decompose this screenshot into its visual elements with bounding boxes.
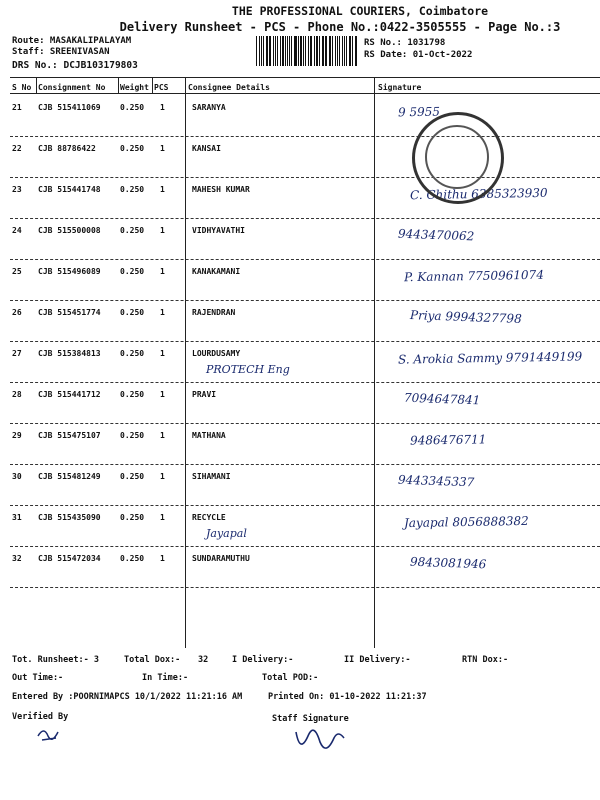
row-sno: 29 bbox=[12, 431, 22, 440]
row-consignment-no: CJB 515384813 bbox=[38, 349, 101, 358]
barcode-bar bbox=[339, 36, 340, 66]
row-sno: 21 bbox=[12, 103, 22, 112]
row-signature: 7094647841 bbox=[403, 390, 481, 408]
row-sno: 30 bbox=[12, 472, 22, 481]
row-consignment-no: CJB 515500008 bbox=[38, 226, 101, 235]
table-row bbox=[10, 218, 600, 260]
row-pcs: 1 bbox=[160, 513, 165, 522]
row-sno: 28 bbox=[12, 390, 22, 399]
row-weight: 0.250 bbox=[120, 103, 145, 112]
table-row bbox=[10, 177, 600, 219]
total-dox-label: Total Dox:- bbox=[124, 655, 181, 665]
barcode-bar bbox=[285, 36, 286, 66]
row-signature: C. Chithu 6385323930 bbox=[409, 185, 548, 203]
barcode-bar bbox=[330, 36, 331, 66]
col-consignee: Consignee Details bbox=[188, 83, 270, 92]
col-consignment: Consignment No bbox=[38, 83, 106, 92]
row-pcs: 1 bbox=[160, 308, 165, 317]
printed-on: Printed On: 01-10-2022 11:21:37 bbox=[268, 692, 427, 702]
row-consignee-name: MATHANA bbox=[192, 431, 226, 440]
staff-signature-mark bbox=[290, 722, 350, 756]
barcode-bar bbox=[303, 36, 304, 66]
barcode-bar bbox=[269, 36, 270, 66]
barcode-bar bbox=[266, 36, 268, 66]
total-pod: Total POD:- bbox=[262, 673, 319, 683]
row-signature: 9486476711 bbox=[409, 432, 487, 448]
tot-runsheet: Tot. Runsheet:- 3 bbox=[12, 655, 99, 665]
row-consignee-name: RECYCLE bbox=[192, 513, 226, 522]
barcode-bar bbox=[349, 36, 350, 66]
row-handwritten-note: Jayapal bbox=[206, 527, 247, 540]
staff-signature-label: Staff Signature bbox=[272, 714, 349, 724]
table-row bbox=[10, 423, 600, 465]
row-signature: 9 5955 bbox=[397, 104, 441, 120]
barcode-bar bbox=[332, 36, 333, 66]
barcode bbox=[256, 36, 358, 66]
row-pcs: 1 bbox=[160, 103, 165, 112]
barcode-bar bbox=[277, 36, 278, 66]
row-signature: 9443470062 bbox=[397, 226, 475, 244]
table-row bbox=[10, 382, 600, 424]
barcode-bar bbox=[329, 36, 330, 66]
staff-label: Staff: SREENIVASAN bbox=[12, 47, 110, 57]
barcode-bar bbox=[311, 36, 312, 66]
row-pcs: 1 bbox=[160, 431, 165, 440]
col-pcs: PCS bbox=[154, 83, 169, 92]
route-label: Route: MASAKALIPALAYAM bbox=[12, 36, 132, 46]
col-divider bbox=[152, 78, 153, 94]
runsheet-title: Delivery Runsheet - PCS - Phone No.:0422-3505555 - Page No.:3 bbox=[119, 20, 561, 34]
table-header bbox=[10, 80, 600, 94]
out-time: Out Time:- bbox=[12, 673, 64, 683]
row-pcs: 1 bbox=[160, 349, 165, 358]
row-pcs: 1 bbox=[160, 267, 165, 276]
row-consignee-name: SARANYA bbox=[192, 103, 226, 112]
row-consignment-no: CJB 515441712 bbox=[38, 390, 101, 399]
header-rule-top bbox=[10, 77, 600, 78]
header-rule-bottom bbox=[10, 93, 600, 94]
row-consignee-name: SUNDARAMUTHU bbox=[192, 554, 250, 563]
col-sno: S No bbox=[12, 83, 32, 92]
row-sno: 24 bbox=[12, 226, 22, 235]
barcode-bar bbox=[346, 36, 347, 66]
barcode-bar bbox=[350, 36, 351, 66]
barcode-bar bbox=[282, 36, 284, 66]
barcode-bar bbox=[314, 36, 315, 66]
row-consignment-no: CJB 88786422 bbox=[38, 144, 96, 153]
total-dox-value: 32 bbox=[198, 655, 209, 665]
row-sno: 31 bbox=[12, 513, 22, 522]
barcode-bar bbox=[289, 36, 290, 66]
row-sno: 32 bbox=[12, 554, 22, 563]
row-sno: 26 bbox=[12, 308, 22, 317]
row-consignee-name: RAJENDRAN bbox=[192, 308, 236, 317]
rtn-dox: RTN Dox:- bbox=[462, 655, 509, 665]
table-row bbox=[10, 341, 600, 383]
row-weight: 0.250 bbox=[120, 349, 145, 358]
row-sno: 22 bbox=[12, 144, 22, 153]
row-signature: S. Arokia Sammy 9791449199 bbox=[397, 349, 583, 367]
barcode-bar bbox=[337, 36, 338, 66]
row-weight: 0.250 bbox=[120, 554, 145, 563]
barcode-bar bbox=[355, 36, 357, 66]
row-weight: 0.250 bbox=[120, 390, 145, 399]
row-pcs: 1 bbox=[160, 185, 165, 194]
barcode-bar bbox=[261, 36, 262, 66]
i-delivery: I Delivery:- bbox=[232, 655, 294, 665]
row-sno: 23 bbox=[12, 185, 22, 194]
barcode-bar bbox=[280, 36, 281, 66]
row-consignee-name: SIHAMANI bbox=[192, 472, 231, 481]
table-row bbox=[10, 546, 600, 588]
table-row bbox=[10, 300, 600, 342]
row-consignee-name: PRAVI bbox=[192, 390, 217, 399]
row-weight: 0.250 bbox=[120, 513, 145, 522]
row-consignment-no: CJB 515496089 bbox=[38, 267, 101, 276]
row-pcs: 1 bbox=[160, 472, 165, 481]
table-row bbox=[10, 136, 600, 178]
barcode-bar bbox=[259, 36, 260, 66]
table-row bbox=[10, 505, 600, 547]
row-consignee-name: LOURDUSAMY bbox=[192, 349, 241, 358]
row-consignee-name: KANAKAMANI bbox=[192, 267, 241, 276]
barcode-bar bbox=[298, 36, 299, 66]
barcode-bar bbox=[335, 36, 337, 66]
row-signature: Jayapal 8056888382 bbox=[403, 513, 529, 531]
row-signature: 9443345337 bbox=[397, 472, 475, 490]
barcode-bar bbox=[308, 36, 309, 66]
row-consignment-no: CJB 515411069 bbox=[38, 103, 101, 112]
barcode-bar bbox=[319, 36, 320, 66]
col-divider bbox=[118, 78, 119, 94]
barcode-bar bbox=[275, 36, 276, 66]
row-sno: 25 bbox=[12, 267, 22, 276]
row-consignment-no: CJB 515441748 bbox=[38, 185, 101, 194]
table-row bbox=[10, 464, 600, 506]
in-time: In Time:- bbox=[142, 673, 189, 683]
barcode-bar bbox=[352, 36, 353, 66]
row-signature: 9843081946 bbox=[409, 554, 487, 572]
row-signature: Priya 9994327798 bbox=[409, 308, 522, 326]
row-consignee-name: MAHESH KUMAR bbox=[192, 185, 250, 194]
rs-date: RS Date: 01-Oct-2022 bbox=[364, 50, 473, 60]
drs-number: DRS No.: DCJB103179803 bbox=[12, 60, 138, 71]
verifier-signature-mark bbox=[34, 722, 64, 744]
table-row bbox=[10, 259, 600, 301]
row-pcs: 1 bbox=[160, 144, 165, 153]
row-consignment-no: CJB 515475107 bbox=[38, 431, 101, 440]
row-weight: 0.250 bbox=[120, 226, 145, 235]
barcode-bar bbox=[270, 36, 271, 66]
ii-delivery: II Delivery:- bbox=[344, 655, 411, 665]
barcode-bar bbox=[325, 36, 326, 66]
row-weight: 0.250 bbox=[120, 472, 145, 481]
row-weight: 0.250 bbox=[120, 308, 145, 317]
barcode-bar bbox=[287, 36, 288, 66]
barcode-bar bbox=[342, 36, 343, 66]
row-weight: 0.250 bbox=[120, 144, 145, 153]
barcode-bar bbox=[256, 36, 257, 66]
barcode-bar bbox=[316, 36, 318, 66]
row-consignee-name: KANSAI bbox=[192, 144, 221, 153]
row-handwritten-note: PROTECH Eng bbox=[206, 363, 290, 376]
barcode-bar bbox=[294, 36, 295, 66]
barcode-bar bbox=[322, 36, 323, 66]
barcode-bar bbox=[295, 36, 296, 66]
row-pcs: 1 bbox=[160, 554, 165, 563]
row-consignment-no: CJB 515435090 bbox=[38, 513, 101, 522]
barcode-bar bbox=[300, 36, 302, 66]
row-consignment-no: CJB 515481249 bbox=[38, 472, 101, 481]
barcode-bar bbox=[310, 36, 311, 66]
row-consignment-no: CJB 515472034 bbox=[38, 554, 101, 563]
barcode-bar bbox=[263, 36, 264, 66]
row-consignee-name: VIDHYAVATHI bbox=[192, 226, 245, 235]
company-title: THE PROFESSIONAL COURIERS, Coimbatore bbox=[231, 4, 489, 18]
barcode-bar bbox=[273, 36, 274, 66]
row-consignment-no: CJB 515451774 bbox=[38, 308, 101, 317]
barcode-bar bbox=[291, 36, 292, 66]
verified-by: Verified By bbox=[12, 712, 69, 722]
entered-by: Entered By :POORNIMAPCS 10/1/2022 11:21:16 AM bbox=[12, 692, 243, 702]
row-signature: P. Kannan 7750961074 bbox=[403, 267, 545, 285]
row-weight: 0.250 bbox=[120, 267, 145, 276]
row-sno: 27 bbox=[12, 349, 22, 358]
barcode-bar bbox=[323, 36, 324, 66]
company-stamp bbox=[412, 112, 504, 204]
row-pcs: 1 bbox=[160, 390, 165, 399]
col-divider bbox=[36, 78, 37, 94]
barcode-bar bbox=[305, 36, 306, 66]
col-weight: Weight bbox=[120, 83, 149, 92]
barcode-bar bbox=[344, 36, 345, 66]
table-row bbox=[10, 95, 600, 137]
col-signature: Signature bbox=[378, 83, 422, 92]
row-weight: 0.250 bbox=[120, 431, 145, 440]
row-pcs: 1 bbox=[160, 226, 165, 235]
row-weight: 0.250 bbox=[120, 185, 145, 194]
rs-number: RS No.: 1031798 bbox=[364, 38, 446, 48]
